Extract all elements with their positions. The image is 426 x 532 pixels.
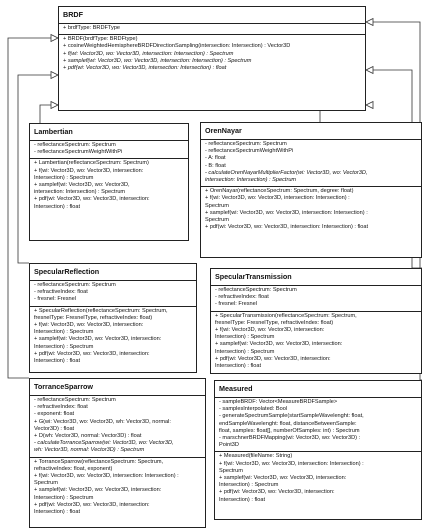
method: + samplef(wi: Vector3D, wo: Vector3D, intersection: Intersection) :: [205, 209, 368, 216]
method: Intersection) : Spectrum: [34, 329, 94, 336]
attribute: - sampleBRDF: Vector<MeasureBRDFSample>: [219, 399, 338, 405]
method: + samplef(wi: Vector3D, wo: Vector3D,: [34, 182, 130, 189]
method: + f(wi: Vector3D, wo: Vector3D, intersection: Intersection) :: [205, 195, 350, 202]
class-speculartransmission: [210, 268, 422, 374]
class-title: Lambertian: [34, 127, 73, 136]
attribute: - calculateOrenNayarMultiplierFactor(wi: Vector3D, wo: Vector3D,: [205, 169, 368, 176]
attribute: intersection: Intersection) : Spectrum: [205, 177, 297, 184]
method: + f(wi: Vector3D, wo: Vector3D, intersection:: [34, 322, 144, 329]
method: + samplef(wi: Vector3D, wo: Vector3D, intersection:: [215, 341, 343, 348]
method: + pdf(wi: Vector3D, wo: Vector3D, intersection:: [219, 489, 335, 496]
attribute: wh: Vector3D, normal: Vector3D) : Spectrum: [34, 447, 145, 454]
method: + samplef(wi: Vector3D, wo: Vector3D, intersection: Intersection) : Spectrum: [63, 57, 252, 64]
method: fresnelType: FresnelType, refractiveIndex: float): [215, 319, 334, 326]
method: Intersection) : Spectrum: [34, 174, 94, 181]
method: + f(wi: Vector3D, wo: Vector3D, intersection:: [215, 327, 325, 334]
attribute: - reflectanceSpectrum: Spectrum: [215, 287, 297, 293]
method: + f(wi: Vector3D, wo: Vector3D, intersection: Intersection) :: [219, 460, 364, 467]
arrowhead-orennayar: [366, 102, 373, 109]
attribute: - reflectanceSpectrumWeightWithPi: [34, 149, 123, 156]
method: Intersection) : Spectrum: [34, 494, 94, 501]
method: Intersection) : Spectrum: [219, 482, 279, 489]
method: + pdf(wi: Vector3D, wo: Vector3D, intersection:: [34, 350, 150, 357]
attribute: - B: float: [205, 162, 226, 169]
attributes-compartment: [215, 397, 421, 451]
method: Intersection) : Spectrum: [34, 343, 94, 350]
class-specularreflection: [29, 263, 197, 373]
method: + cosineWeightedHemisphereBRDFDirectionSampling(intersection: Intersection) : Vector3D: [63, 43, 291, 50]
attributes-compartment: [30, 395, 205, 457]
attribute: - refractiveIndex: float: [34, 289, 88, 296]
class-title: Measured: [219, 384, 253, 393]
attribute: - fresnel: Fresnel: [215, 301, 257, 308]
method: + samplef(wi: Vector3D, wo: Vector3D, intersection:: [219, 475, 347, 482]
arrowhead-torrancesparrow: [51, 35, 58, 42]
attributes-compartment: [30, 280, 196, 306]
attribute: - A: float: [205, 155, 226, 162]
arrowhead-measured: [366, 19, 373, 26]
method: + samplef(wi: Vector3D, wo: Vector3D, intersection:: [34, 336, 162, 343]
class-orennayar: [200, 122, 422, 258]
class-title: SpecularReflection: [34, 267, 100, 276]
attribute: Vector3D) : float: [34, 425, 75, 432]
connector-lambertian-brdf: [40, 105, 58, 123]
method: Intersection) : Spectrum: [215, 334, 275, 341]
attribute: - generateSpectrumSample(startSampleWavelenght: float,: [219, 413, 364, 420]
attributes-compartment: [211, 285, 421, 311]
attribute: - calculateTorranceSparrow(wi: Vector3D, wo: Vector3D,: [34, 440, 174, 447]
class-title: SpecularTransmission: [215, 272, 292, 281]
method: Spectrum: [205, 217, 229, 224]
method: Intersection) : float: [34, 358, 81, 365]
method: + BRDF(brdfType: BRDFtype): [63, 36, 138, 43]
method: + TorranceSparrow(reflectanceSpectrum: Spectrum,: [34, 458, 164, 465]
method: + Measured(fileName: String): [219, 453, 293, 460]
method: + f(wi: Vector3D, wo: Vector3D, intersection: Intersection) : Spectrum: [63, 50, 234, 57]
attribute: - refractiveIndex: float: [215, 294, 269, 301]
methods-compartment: [59, 34, 365, 74]
class-measured: [214, 380, 422, 520]
method: + OrenNayar(reflectanceSpectrum: Spectrum, degree: float): [205, 188, 354, 195]
class-lambertian: [29, 123, 189, 241]
attributes-compartment: [30, 140, 188, 158]
attribute: - reflectanceSpectrum: Spectrum: [34, 282, 116, 288]
method: + SpecularReflection(reflectanceSpectrum: Spectrum,: [34, 307, 168, 314]
attribute: - reflectanceSpectrumWeightWithPi: [205, 148, 294, 155]
class-title: OrenNayar: [205, 126, 242, 135]
attribute: endSampleWavelenght: float, distanceBetweenSample:: [219, 420, 357, 427]
class-title: TorranceSparrow: [34, 382, 93, 391]
method: + pdf(wi: Vector3D, wo: Vector3D, intersection:: [34, 501, 150, 508]
method: Intersection) : float: [215, 363, 262, 370]
attribute: - exponent: float: [34, 411, 75, 418]
class-torrancesparrow: [29, 378, 206, 528]
method: intersection: Intersection) : Spectrum: [34, 189, 126, 196]
arrowhead-speculartransmission: [366, 67, 373, 74]
method: + pdf(wi: Vector3D, wo: Vector3D, intersection:: [215, 355, 331, 362]
method: + SpecularTransmission(reflectanceSpectrum: Spectrum,: [215, 312, 357, 319]
attribute: - fresnel: Fresnel: [34, 296, 76, 303]
method: Intersection) : Spectrum: [215, 348, 275, 355]
method: Intersection) : float: [219, 496, 266, 503]
method: + pdf(wi: Vector3D, wo: Vector3D, intersection:: [34, 196, 150, 203]
method: Spectrum: [205, 202, 229, 209]
methods-compartment: [30, 457, 205, 519]
method: + pdf(wi: Vector3D, wo: Vector3D, intersection: Intersection) : float: [63, 65, 227, 72]
method: Spectrum: [34, 480, 58, 487]
attributes-compartment: [59, 23, 365, 34]
method: Intersection) : float: [34, 203, 81, 210]
attribute: - refractiveIndex: float: [34, 404, 88, 411]
method: + pdf(wi: Vector3D, wo: Vector3D, intersection: Intersection) : float: [205, 224, 369, 231]
methods-compartment: [30, 306, 196, 368]
method: Spectrum: [219, 467, 243, 474]
class-brdf: [58, 6, 366, 111]
attribute: - samplesInterpolated: Bool: [219, 406, 288, 413]
method: fresnelType: FresnelType, refractiveIndex: float): [34, 314, 153, 321]
attribute: - reflectanceSpectrum: Spectrum: [34, 397, 116, 403]
attributes-compartment: [201, 139, 421, 186]
attribute: Point3D: [219, 442, 239, 449]
method: refractiveIndex: float, exponent): [34, 465, 113, 472]
arrowhead-specularreflection: [51, 72, 58, 79]
class-title: BRDF: [63, 10, 83, 19]
method: Intersection) : float: [34, 509, 81, 516]
method: + Lambertian(reflectanceSpectrum: Spectrum): [34, 160, 149, 167]
attribute: - reflectanceSpectrum: Spectrum: [34, 142, 116, 148]
method: + samplef(wi: Vector3D, wo: Vector3D, intersection:: [34, 487, 162, 494]
methods-compartment: [201, 186, 421, 233]
method: + f(wi: Vector3D, wo: Vector3D, intersection: Intersection) :: [34, 473, 179, 480]
attribute: - reflectanceSpectrum: Spectrum: [205, 141, 287, 147]
attribute: - marschnerBRDFMapping(wi: Vector3D, wo: Vector3D) :: [219, 435, 361, 442]
attribute: + brdfType: BRDFType: [63, 25, 121, 31]
methods-compartment: [30, 158, 188, 212]
methods-compartment: [211, 311, 421, 373]
method: + f(wi: Vector3D, wo: Vector3D, intersection:: [34, 167, 144, 174]
attribute: + D(wh: Vector3D, normal: Vector3D) : float: [34, 433, 142, 440]
attribute: float, samples: float[], numberOfSamples: int) : Spectrum: [219, 427, 360, 434]
methods-compartment: [215, 451, 421, 505]
attribute: + G(wi: Vector3D, wo: Vector3D, wh: Vector3D, normal:: [34, 418, 171, 425]
arrowhead-lambertian: [51, 102, 58, 109]
